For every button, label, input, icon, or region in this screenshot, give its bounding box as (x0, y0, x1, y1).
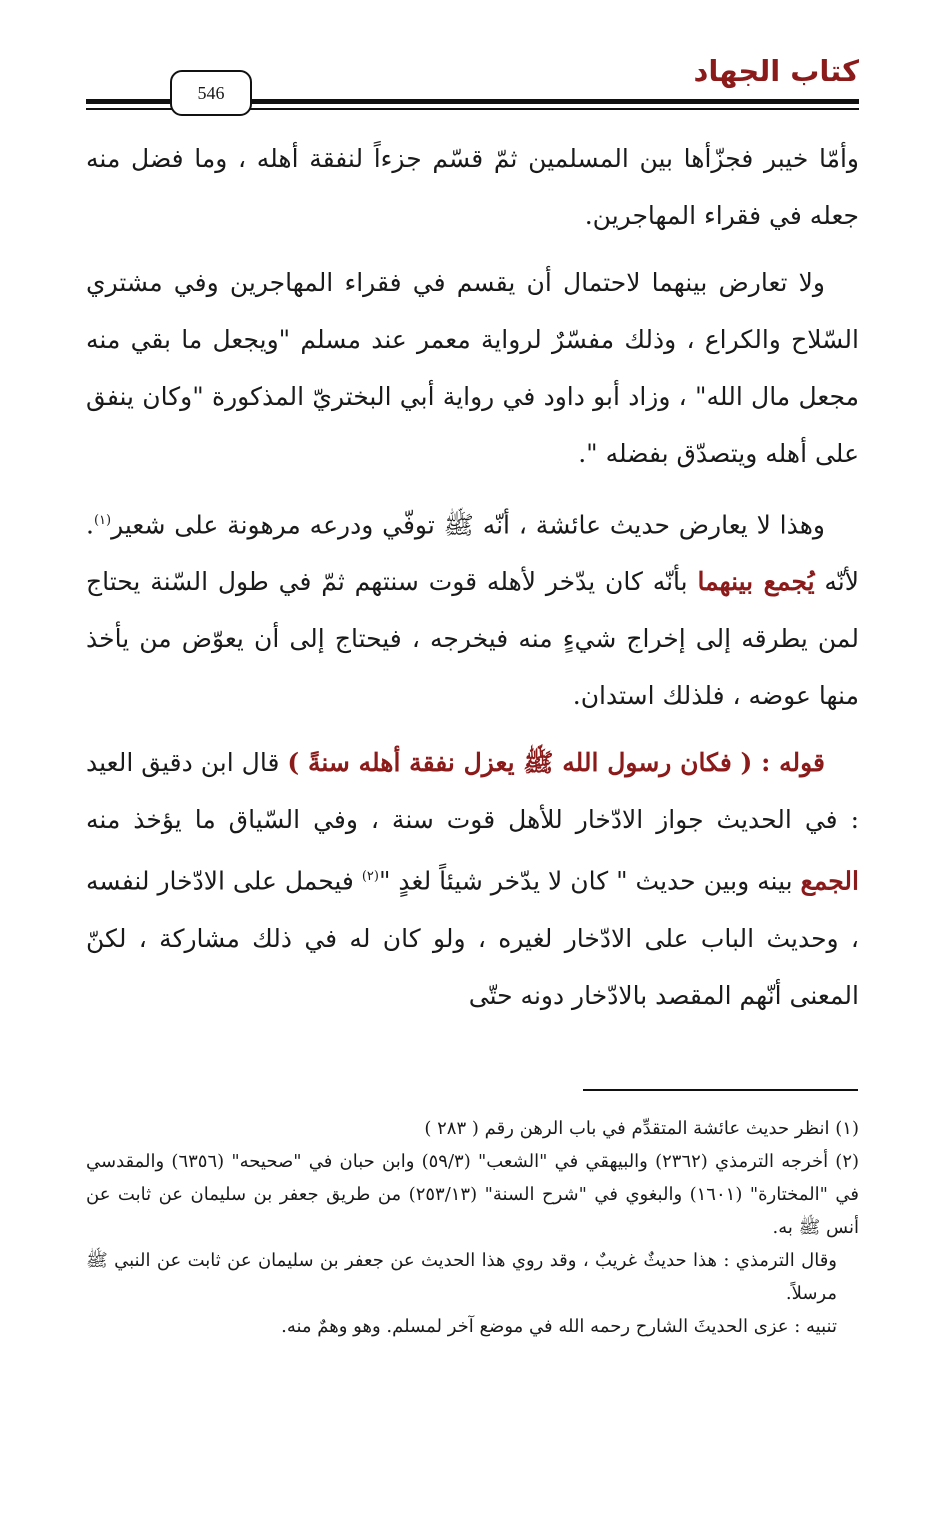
paragraph-4-part-c: فيحمل على الادّخار لنفسه ، وحديث الباب على الادّخار لغيره ، ولو كان له في ذلك مشاركة ، لكنّ المعنى أنّهم المقصد بالادّخار دونه حتّى (86, 866, 859, 1010)
highlight-yujma: يُجمع بينهما (697, 567, 815, 597)
paragraph-1: وأمّا خيبر فجزّأها بين المسلمين ثمّ قسّم جزءاً لنفقة أهله ، وما فضل منه جعله في فقراء المهاجرين. (86, 144, 859, 230)
paragraph-3-part-c: بأنّه كان يدّخر لأهله قوت سنتهم ثمّ في طول السّنة يحتاج لمن يطرقه إلى إخراج شيءٍ منه فيخرجه ، فيحتاج إلى أن يعوّض من يأخذ منها عوضه ، فلذلك استدان. (86, 567, 859, 711)
footnote-ref-2[interactable]: (٢) (361, 869, 379, 885)
main-text (86, 130, 859, 1034)
footnote-ref-1[interactable]: (١) (93, 513, 112, 528)
footnote-2: (٢) أخرجه الترمذي (٢٣٦٢) والبيهقي في "الشعب" (٥٩/٣) وابن حبان في "صحيحه" (٦٣٥٦) والمقدسي في "المختارة" (١٦٠١) والبغوي في "شرح السنة" (٢٥٣/١٣) من طريق جعفر بن سليمان عن ثابت عن أنس ﷺ به. (86, 1151, 860, 1238)
footnote-2-tirmidhi-note: وقال الترمذي : هذا حديثٌ غريبٌ ، وقد روي هذا الحديث عن جعفر بن سليمان عن ثابت عن النبي ﷺ مرسلاً. (86, 1250, 837, 1304)
paragraph-4 (86, 734, 859, 1023)
paragraph-4-part-a: قال ابن دقيق العيد : في الحديث جواز الادّخار للأهل قوت سنة ، وفي السّياق ما يؤخذ منه (86, 748, 859, 835)
paragraph-3-part-b: . لأنّه (86, 510, 859, 597)
footnotes (86, 1112, 859, 1343)
page-number: 546 (170, 70, 252, 116)
qawluhu-heading: قوله : ( فكان رسول الله ﷺ يعزل نفقة أهله سنةً ) (287, 748, 825, 778)
paragraph-2: ولا تعارض بينهما لاحتمال أن يقسم في فقراء المهاجرين وفي مشتري السّلاح والكراع ، وذلك مفسّرٌ لرواية معمر عند مسلم "ويجعل ما بقي منه مجعل مال الله" ، وزاد أبو داود في رواية أبي البختريّ المذكورة "وكان ينفق على أهله ويتصدّق بفضله ". (86, 268, 859, 468)
footnote-2-tanbih: تنبيه : عزى الحديثَ الشارح رحمه الله في موضع آخر لمسلم. وهو وهمٌ منه. (281, 1316, 837, 1337)
paragraph-3 (86, 492, 859, 724)
paragraph-3-part-a: وهذا لا يعارض حديث عائشة ، أنّه ﷺ توفّي ودرعه مرهونة على شعير (111, 510, 825, 540)
footnote-1: (١) انظر حديث عائشة المتقدِّم في باب الرهن رقم ( ٢٨٣ ) (424, 1118, 859, 1139)
running-header-title: كتاب الجهاد (693, 54, 859, 88)
paragraph-4-part-b: بينه وبين حديث " كان لا يدّخر شيئاً لغدٍ " (378, 866, 801, 896)
highlight-aljam: الجمع (800, 866, 859, 896)
footnote-separator (583, 1089, 858, 1091)
